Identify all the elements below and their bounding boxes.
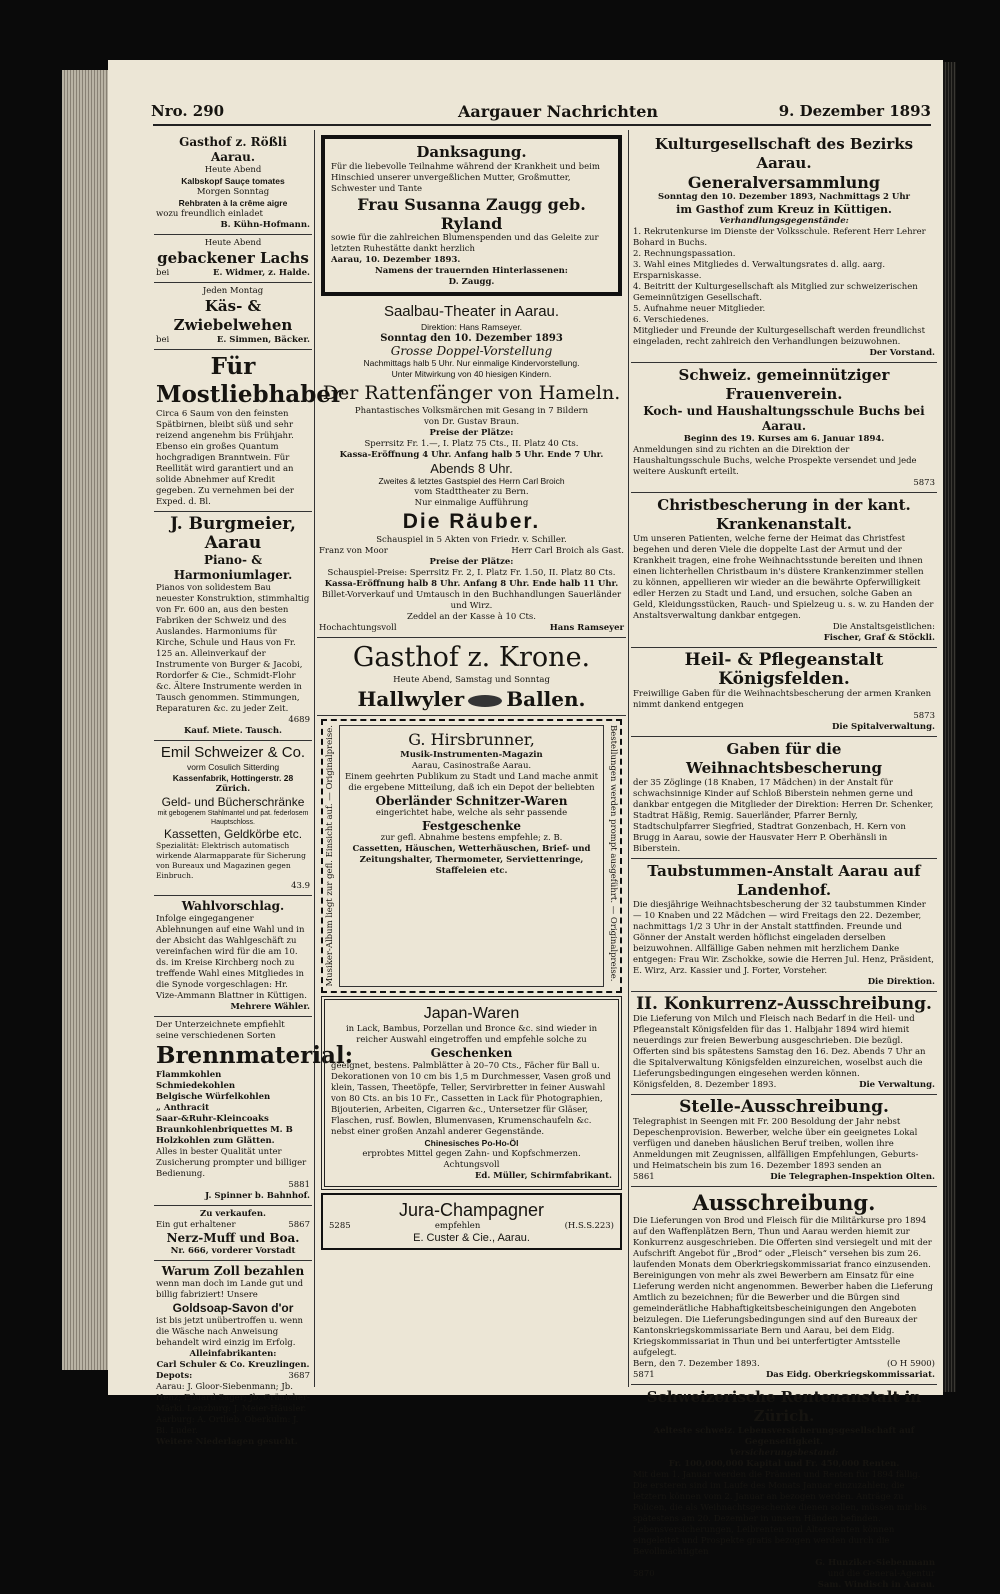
ad-title: Nerz-Muff und Boa. <box>166 1231 300 1245</box>
ad-list-item: 6. Verschiedenes. <box>633 315 709 325</box>
ad-line: Abends 8 Uhr. <box>430 461 513 476</box>
ad-line: empfehlen <box>434 1220 481 1231</box>
ad-krone <box>317 638 626 716</box>
ad-body: Freiwillige Gaben für die Weihnachtsbescherung der armen Kranken nimmt dankend entgegen <box>633 689 932 710</box>
ad-goldsoap <box>154 1261 312 1451</box>
ad-dish: Ballen. <box>506 687 586 711</box>
ad-body: Infolge eingegangener Ablehnungen auf eine Wahl und in der Absicht das Wahlgeschäft zu vereinfachen wird für die am 10. ds. im Kreise Kirchberg noch zu treffende Wahl eines Mitgliedes in die Synode vorgeschlagen: Hr. Vize-Ammann Blattner in Küttigen. <box>156 914 307 1001</box>
ad-title: Gasthof z. Rößli Aarau. <box>179 135 287 164</box>
ad-line: Carl Schuler & Co. Kreuzlingen. <box>156 1360 310 1370</box>
ad-line: Kassa-Eröffnung halb 8 Uhr. Anfang 8 Uhr. Ende halb 11 Uhr. <box>324 579 619 589</box>
ad-line: Kassenfabrik, Hottingerstr. 28 <box>172 773 294 783</box>
ad-rentenanstalt <box>631 1385 937 1594</box>
newspaper-page <box>108 60 943 1590</box>
ad-line: Alleinfabrikanten: <box>189 1349 277 1359</box>
ad-line: eingerichtet habe, welche als sehr passende <box>375 808 568 818</box>
column-2 <box>317 132 626 1253</box>
ad-side-note: Bestellungen werden prompt ausgeführt. — Originalpreise. <box>608 725 618 982</box>
ad-list-item: Belgische Würfelkohlen <box>156 1092 271 1102</box>
ad-number: 43.9 <box>291 881 310 891</box>
ad-kulturgesellschaft <box>631 132 937 363</box>
ad-title: J. Burgmeier, Aarau <box>170 514 296 553</box>
ad-signature: Das Eidg. Oberkriegskommissariat. <box>765 1370 935 1380</box>
ad-signature: E. Widmer, z. Halde. <box>213 268 310 278</box>
ad-title: Christbescherung in der kant. Krankenanstalt. <box>657 496 911 533</box>
ad-line: vorm Cosulich Sitterding <box>186 762 280 772</box>
ad-title: Taubstummen-Anstalt Aarau auf Landenhof. <box>647 862 921 899</box>
ad-line: Sperrsitz Fr. 1.—, I. Platz 75 Cts., II. Platz 40 Cts. <box>364 439 579 449</box>
ad-number: 5873 <box>913 711 935 721</box>
ad-signature: Ed. Müller, Schirmfabrikant. <box>474 1170 612 1181</box>
ad-list-item: „ Anthracit <box>156 1103 210 1113</box>
ad-body: Telegraphist in Seengen mit Fr. 200 Besoldung der Jahr nebst Depeschenprovision. Bewerber, welche über ein geeignetes Lokal verfügen und daneben häuslichen Beruf treiben, wollen ihre Anmeldungen mit Zeugnissen, allfälligen Empfehlungen, Geburts- und Heimatschein bis zum 16. Dezember 1893 senden an <box>633 1117 919 1171</box>
ad-list-item: 3. Wahl eines Mitgliedes d. Verwaltungsrates d. allg. aarg. Ersparniskasse. <box>633 260 886 281</box>
ad-title: gebackener Lachs <box>157 249 309 267</box>
ad-line: Preise der Plätze: <box>429 557 514 567</box>
ad-line: Heute Abend, Samstag und Sonntag <box>393 675 550 685</box>
ad-body: ist bis jetzt unübertroffen u. wenn die Wäsche nach Anweisung behandelt wird einzig im Erfolg. <box>156 1316 304 1348</box>
ad-body: Alles in bester Qualität unter Zusicherung prompter und billiger Bedienung. <box>156 1147 307 1179</box>
masthead: Aargauer Nachrichten <box>458 102 659 121</box>
page-number: Nro. 290 <box>151 102 225 120</box>
ad-title: Ausschreibung. <box>692 1190 876 1215</box>
ad-number: 5861 <box>633 1172 655 1182</box>
ad-line: Unter Mitwirkung von 40 hiesigen Kindern. <box>391 369 552 379</box>
ad-signature: Hans Ramseyer <box>549 623 624 633</box>
ad-play-title: Der Rattenfänger von Hameln. <box>322 382 621 404</box>
ad-footer: Kauf. Miete. Tausch. <box>184 726 282 736</box>
ad-danksagung <box>321 135 622 296</box>
ad-stelle <box>631 1095 937 1187</box>
ad-line: Morgen Sonntag <box>196 187 270 197</box>
ad-line: von Dr. Gustav Braun. <box>423 417 520 427</box>
ad-line: Namens der trauernden Hinterlassenen: <box>375 266 568 276</box>
ad-body: Pianos von solidestem Bau neuester Konstruktion, stimmhaltig von Fr. 600 an, aus den besten Fabriken der Schweiz und des Auslandes. Harmoniums für Kirche, Schule und Haus von Fr. 125 an. Alleinverkauf der Instrumente von Burger & Jacobi, Rordorfer & Cie., Schmidt-Flohr &c. Ältere Instrumente werden in Tausch genommen. Stimmungen, Reparaturen &c. zu jeder Zeit. <box>156 583 310 714</box>
ad-body: Spezialität: Elektrisch automatisch wirkende Alarmapparate für Sicherung von Bureaux und Magazinen gegen Einbruch. <box>156 841 306 880</box>
ad-signature: G. Hunziker-Siebenmann <box>815 1558 935 1568</box>
ad-list-item: 4. Beitritt der Kulturgesellschaft als Mitglied zur schweizerischen Gemeinnützigen Gesellschaft. <box>633 282 918 303</box>
ad-kaese <box>154 283 312 350</box>
ad-line: Zeddel an der Kasse à 10 Cts. <box>407 612 536 622</box>
ad-body: Die Lieferung von Milch und Fleisch nach Bedarf in die Heil- und Pflegeanstalt Königsfelden für das 1. Halbjahr 1894 wird hiemit neuerdings zur freien Bewerbung ausgeschrieben. Die bezügl. Offerten sind bis spätestens Samstag den 16. Dez. Abends 7 Uhr an die Spitalverwaltung Königsfelden einzureichen, woselbst auch die Lieferungsbedingungen eingesehen werden können. <box>633 1014 926 1079</box>
ad-signature: E. Simmen, Bäcker. <box>216 335 310 345</box>
ad-line: Jeden Montag <box>202 286 264 296</box>
ad-body: Um unseren Patienten, welche ferne der Heimat das Christfest begehen und deren Viele die doppelte Last der Armut und der Krankheit tragen, eine frohe Weihnachtsstunde bereiten und ihnen einen lichterhellen Christbaum in's düstere Krankenzimmer stellen zu können, appellieren wir wieder an die bewährte Opferwilligkeit edler Herzen zu Stadt und Land, und ersuchen, solche Gaben an Geld, Kleidungsstücken, Rauch- und Spielzeug u. s. w. zu Handen der Anstaltsverwaltung dankbar entgegen. <box>633 534 934 621</box>
ad-list-item: 2. Rechnungspassation. <box>633 249 736 259</box>
ad-signature: Der Vorstand. <box>869 348 935 358</box>
ad-side-note: Musiker-Album liegt zur gefl. Einsicht auf. — Originalpreise. <box>325 725 335 987</box>
ad-title: Heil- & Pflegeanstalt Königsfelden. <box>684 650 884 689</box>
ad-japan-waren <box>321 996 622 1190</box>
ad-line: Billet-Vorverkauf und Umtausch in den Buchhandlungen Sauerländer und Wirz. <box>321 590 622 611</box>
ad-line: Hochachtungsvoll <box>319 623 397 633</box>
ad-line: Rehbraten à la crême aigre <box>178 198 288 208</box>
ad-line: bei <box>156 268 170 278</box>
ad-number: 3687 <box>288 1371 310 1381</box>
ad-signature: Die Verwaltung. <box>859 1080 935 1090</box>
ad-line: Heute Abend <box>204 165 262 175</box>
ad-body: Für die liebevolle Teilnahme während der Krankheit und beim Hinschied unserer unvergeßlichen Mutter, Großmutter, Schwester und Tante <box>331 162 600 194</box>
ad-line: Kalbskopf Sauçe tomates <box>181 176 285 186</box>
ad-signature: Nr. 666, vorderer Vorstadt <box>170 1246 296 1256</box>
ad-body: Die Lieferungen von Brod und Fleisch für die Militärkurse pro 1894 auf den Waffenplätzen Bern, Thun und Aarau werden hiemit zur Konkurrenz ausgeschrieben. Die Offerten sind versiegelt und mit der Aufschrift Angebot für „Brod“ oder „Fleisch“ versehen bis zum 26. laufenden Monats dem Oberkriegskommissariat franco einzusenden. Bereinigungen von mehr als zwei Bewerbern am Einsatz für eine Lieferung werden nicht angenommen. Bewerber haben die Lieferung Amtlich zu bezeichnen; für die Bewerber und die Bürgen sind gemeinderätliche Habhaftigkeitsbescheinigungen den Angeboten beizulegen. Die Lieferungsbedingungen sind auf den Bureaux der Kantonskriegskommissariate Bern und Aarau, bei dem Eidg. Kriegskommissariat in Thun und bei unterfertigter Amtsstelle aufgelegt. <box>633 1216 933 1358</box>
ad-signature: Die Spitalverwaltung. <box>831 722 935 732</box>
ad-line: Sonntag den 10. Dezember 1893 <box>380 333 563 344</box>
ad-line: Kassa-Eröffnung 4 Uhr. Anfang halb 5 Uhr. Ende 7 Uhr. <box>339 450 604 460</box>
ad-line: vom Stadttheater zu Bern. <box>414 487 529 497</box>
ad-title: Für Mostliebhaber <box>156 353 344 408</box>
ad-product: Goldsoap-Savon d'or <box>172 1301 294 1315</box>
ad-date: Königsfelden, 8. Dezember 1893. <box>633 1080 777 1090</box>
ad-title: II. Konkurrenz-Ausschreibung. <box>636 994 932 1014</box>
ad-dish: Hallwyler <box>357 687 465 711</box>
ad-line: erprobtes Mittel gegen Zahn- und Kopfschmerzen. <box>362 1148 581 1159</box>
column-3 <box>631 132 937 1594</box>
ad-line: Geschenken <box>430 1045 513 1060</box>
ad-list-item: 1. Rekrutenkurse im Dienste der Volksschule. Referent Herr Lehrer Bohard in Buchs. <box>633 227 926 248</box>
ad-title: Schweiz. gemeinnütziger Frauenverein. <box>678 366 890 403</box>
ad-line: Verhandlungsgegenstände: <box>719 216 849 226</box>
ad-title: Schweizerische Rentenanstalt in Zürich. <box>646 1388 922 1425</box>
ad-signature: Die Direktion. <box>867 977 935 987</box>
ad-play-title: Die Räuber. <box>402 510 541 533</box>
ad-number: 5871 <box>633 1370 655 1380</box>
ad-line: bei <box>156 335 170 345</box>
ad-date: Aarau, 10. Dezember 1893. <box>331 255 461 265</box>
ad-gaben <box>631 737 937 859</box>
ad-line: Preise der Plätze: <box>429 428 514 438</box>
ad-line: Nachmittags halb 5 Uhr. Nur einmalige Kindervorstellung. <box>363 358 580 368</box>
ad-title: G. Hirsbrunner, <box>408 730 535 749</box>
ad-frauenverein <box>631 363 937 493</box>
ad-number: 5867 <box>288 1220 310 1230</box>
ad-line: Aelteste schweiz. Lebensversicherungsgesellschaft auf Gegenseitigkeit. <box>653 1426 915 1447</box>
fish-icon <box>468 695 502 707</box>
ad-line: Aarau, Casinostraße Aarau. <box>411 761 532 771</box>
ad-line: Herr Carl Broich als Gast. <box>511 546 624 556</box>
ad-body: geeignet, bestens. Palmblätter à 20–70 Cts., Fächer für Ball u. Dekorationen von 10 cm bis 1,5 m Durchmesser, Vasen groß und klein, Tassen, Theetöpfe, Teller, Servirbretter in feiner Auswahl von 80 Cts. an bis 10 Fr., Cassetten in Lack für Photographien, Bijouterien, Arbeiten, Cigarren &c., Untersetzer für Gläser, Flaschen, rusf. Bowlen, Blumenvasen, Krumenschaufeln &c. nebst einer großen Anzahl anderer Gegenstände. <box>331 1060 611 1137</box>
ad-koenigsfelden <box>631 648 937 737</box>
ad-line: Depots: <box>156 1371 193 1381</box>
ad-body: der 35 Zöglinge (18 Knaben, 17 Mädchen) in der Anstalt für schwachsinnige Kinder auf Schloß Biberstein nehmen gerne und dankbar entgegen die Mitglieder der Direktion: Herren Dr. Schenker, Stadtrat Häßig, Remig. Sauerländer, Pfarrer Bernly, Stadtschulpfarrer Siegfried, Stadtrat Gonzenbach, H. Kern von Brugg in Aarau, sowie der Hausvater Herr P. Oberhänsli in Biberstein. <box>633 778 934 854</box>
ad-signature: Mehrere Wähler. <box>230 1002 310 1012</box>
header-rule <box>153 124 931 126</box>
ad-title: Saalbau-Theater in Aarau. <box>383 303 560 320</box>
ad-number: 5881 <box>288 1180 310 1190</box>
ad-roessli <box>154 132 312 235</box>
ad-subtitle: Generalversammlung <box>687 173 881 192</box>
ad-line: Sonntag den 10. Dezember 1893, Nachmittags 2 Uhr <box>658 192 910 202</box>
ad-footer: Weitere Niederlagen gesucht. <box>156 1437 298 1447</box>
ad-list-item: 5. Aufnahme neuer Mitglieder. <box>633 304 766 314</box>
ad-line: mit gebogenem Stahlmantel und pat. federlosem Hauptschloss. <box>157 810 309 826</box>
ad-line: Fr. 100,000,000 Kapital und Fr. 450,000 Renten. <box>668 1459 900 1469</box>
ad-line: Schauspiel in 5 Akten von Friedr. v. Schiller. <box>376 535 567 545</box>
ad-subtitle: Musik-Instrumenten-Magazin <box>400 750 543 760</box>
ad-title: Jura-Champagner <box>398 1199 545 1220</box>
ad-line: Versicherungsbestand: <box>729 1448 839 1458</box>
binding-edge <box>942 62 956 1392</box>
ad-line: Die Anstaltsgeistlichen: <box>832 622 935 632</box>
ad-line: Grosse Doppel-Vorstellung <box>390 344 553 358</box>
ad-body: Mit dem 1. Januar werden die Prämien und Renten für 1894 fällig. Die ersteren sind im Laufe des Monats Januar einzuzahlen; die letztern können vom 2. Januar an bezogen werden. Anträge zu Policen, die als Weihnachtsgeschenke dienen sollen, müssen mir bis spätestens am 20. Dezember in unsern Händen befinden. Lebensversicherungen, Leibrenten und Altersrenten können eingeleitet und Prospekte gratis bezogen werden durch die Bevollmächtigten <box>633 1470 927 1557</box>
ad-most <box>154 350 344 512</box>
ad-body: Anmeldungen sind zu richten an die Direktion der Haushaltungsschule Buchs, welche Prospekte versendet und jede weitere Auskunft erteilt. <box>633 445 917 477</box>
ad-date: Bern, den 7. Dezember 1893. <box>633 1359 760 1369</box>
ad-body: wenn man doch im Lande gut und billig fabriziert! Unsere <box>156 1279 304 1300</box>
ad-list-item: Schmiedekohlen <box>156 1081 236 1091</box>
ad-line: Nur einmalige Aufführung <box>414 498 529 508</box>
ad-line: Beginn des 19. Kurses am 6. Januar 1894. <box>683 434 885 444</box>
ad-number: 5285 <box>329 1220 351 1231</box>
ad-line: Chinesisches Po-Ho-Öl <box>424 1137 519 1148</box>
ad-number: 5870 <box>633 1569 655 1579</box>
ad-line: Heute Abend <box>204 238 262 248</box>
ad-signature: J. Spinner b. Bahnhof. <box>205 1191 310 1201</box>
ad-lachs <box>154 235 312 283</box>
ad-name: Frau Susanna Zaugg geb. Ryland <box>357 195 586 233</box>
ad-body: in Lack, Bambus, Porzellan und Bronce &c. sind wieder in reicher Auswahl eingetroffen und empfehle solche zu <box>345 1023 598 1045</box>
ad-number: 4689 <box>288 715 310 725</box>
ad-signature: E. Custer & Cie., Aarau. <box>413 1231 530 1244</box>
ad-line: Oberländer Schnitzer-Waren <box>375 794 568 808</box>
ad-list-item: Braunkohlenbriquettes M. B <box>156 1125 293 1135</box>
ad-line: Kassetten, Geldkörbe etc. <box>163 827 303 841</box>
ad-line: Ein gut erhaltener <box>156 1220 236 1230</box>
ad-body: Die diesjährige Weihnachtsbescherung der 32 taubstummen Kinder — 10 Knaben und 22 Mädchen — wird Freitags den 22. Dezember, nachmittags 1/2 3 Uhr in der Anstalt stattfinden. Freunde und Gönner der Anstalt werden höflichst eingeladen derselben beizuwohnen. Allfällige Gaben nehmen mit herzlichem Danke entgegen: Frau Wir. Zschokke, sowie die Herren Jul. Henz, Präsident, E. Wirz, Arz. Kassier und J. Forter, Vorsteher. <box>633 900 934 976</box>
ad-title: Emil Schweizer & Co. <box>160 744 306 761</box>
ad-title: Warum Zoll bezahlen <box>161 1264 305 1278</box>
ad-title: Brennmaterial: <box>156 1042 354 1069</box>
ad-body: Cassetten, Häuschen, Wetterhäuschen, Brief- und Zeitungshalter, Thermometer, Serviettenringe, Staffeleien etc. <box>352 844 591 876</box>
ad-burgmeier <box>154 512 312 741</box>
ad-title: Danksagung. <box>416 143 527 161</box>
ad-line: Zu verkaufen. <box>200 1209 266 1219</box>
ad-line: Zürich. <box>215 784 251 794</box>
ad-signature: Fischer, Graf & Stöckli. <box>823 633 935 643</box>
ad-line: Zweites & letztes Gastspiel des Herrn Carl Broich <box>378 476 565 486</box>
ad-christbescherung <box>631 493 937 648</box>
ad-brennmaterial <box>154 1017 354 1206</box>
ad-list-item: Holzkohlen zum Glätten. <box>156 1136 275 1146</box>
ad-title: Gaben für die Weihnachtsbescherung <box>685 740 883 777</box>
ad-line: Achtungsvoll <box>443 1159 500 1170</box>
ad-jura-champagner <box>321 1193 622 1250</box>
ad-list-item: Flammkohlen <box>156 1070 222 1080</box>
ad-ref: (O H 5900) <box>886 1359 935 1369</box>
ad-list-item: Saar-&Ruhr-Kleincoaks <box>156 1114 269 1124</box>
ad-ref: (H.S.S.223) <box>564 1220 614 1231</box>
ad-signature: Die Telegraphen-Inspektion Olten. <box>770 1172 935 1182</box>
ad-title: Japan-Waren <box>423 1004 520 1022</box>
column-divider <box>628 130 629 1387</box>
ad-body: Einem geehrten Publikum zu Stadt und Land mache anmit die ergebene Mitteilung, daß ich ein Depot der beliebten <box>344 772 599 793</box>
ad-signature: und die General-Agentur <box>827 1569 935 1579</box>
ad-body: Aarau: J. Gloor-Siebenmann; Jb. Henz; Eduard Sager; Jb. Gränicher-Märki. Lenzburg: J. Meier-Häusler. Aarburg: A. Ortlieb. Oberkulm: J. Bi. Luder. <box>156 1382 310 1436</box>
ad-line: Schauspiel-Preise: Sperrsitz Fr. 2, I. Platz Fr. 1.50, II. Platz 80 Cts. <box>327 568 616 578</box>
ad-hirsbrunner <box>321 719 622 993</box>
page-stack-edge <box>62 70 110 1370</box>
ad-ausschreibung <box>631 1187 937 1385</box>
page-date: 9. Dezember 1893 <box>778 102 931 120</box>
ad-title: Wahlvorschlag. <box>181 899 285 913</box>
ad-line: Franz von Moor <box>319 546 388 556</box>
ad-taubstummen <box>631 859 937 992</box>
ad-nerz <box>154 1206 312 1261</box>
ad-title: Stelle-Ausschreibung. <box>679 1097 889 1117</box>
ad-line: Geld- und Bücherschränke <box>161 795 305 809</box>
ad-konkurrenz <box>631 992 937 1095</box>
ad-signature: Sam. Windisch in Aarau. <box>817 1580 935 1590</box>
ad-title: Käs- & Zwiebelwehen <box>173 297 293 334</box>
ad-line: Der Unterzeichnete empfiehlt seine verschiedenen Sorten <box>156 1020 285 1041</box>
ad-body: Circa 6 Saum von den feinsten Spätbirnen, bleibt süß und sehr reizend angenehm bis Frühjahr. Ebenso ein großes Quantum hochgradigen Branntwein. Für Reellität wird garantiert und an solide Abnehmer auf Kredit gegeben. Zu vernehmen bei der Exped. d. Bl. <box>156 409 294 507</box>
ad-subtitle: Piano- & Harmoniumlager. <box>173 553 293 582</box>
ad-line: Direktion: Hans Ramseyer. <box>420 322 523 332</box>
ad-saalbau <box>317 299 626 638</box>
ad-line: Phantastisches Volksmärchen mit Gesang in 7 Bildern <box>354 406 589 416</box>
ad-signature: B. Kühn-Hofmann. <box>220 220 310 230</box>
ad-title: Kulturgesellschaft des Bezirks Aarau. <box>654 135 914 172</box>
ad-number: 5873 <box>913 478 935 488</box>
ad-body: sowie für die zahlreichen Blumenspenden und das Geleite zur letzten Ruhestätte dankt herzlich <box>331 233 599 254</box>
column-divider <box>314 130 315 1387</box>
ad-line: zur gefl. Abnahme bestens empfehle; z. B. <box>380 833 563 843</box>
ad-emil-schweizer <box>154 741 312 896</box>
ad-body: Mitglieder und Freunde der Kulturgesellschaft werden freundlichst eingeladen, recht zahlreich den Verhandlungen beizuwohnen. <box>633 326 926 347</box>
ad-line: im Gasthof zum Kreuz in Küttigen. <box>676 203 892 216</box>
ad-subtitle: Koch- und Haushaltungsschule Buchs bei Aarau. <box>643 404 925 433</box>
ad-line: wozu freundlich einladet <box>156 209 263 219</box>
ad-wahlvorschlag <box>154 896 312 1017</box>
ad-signature: D. Zaugg. <box>448 277 495 287</box>
ad-title: Gasthof z. Krone. <box>352 642 591 673</box>
ad-line: Festgeschenke <box>422 819 521 833</box>
